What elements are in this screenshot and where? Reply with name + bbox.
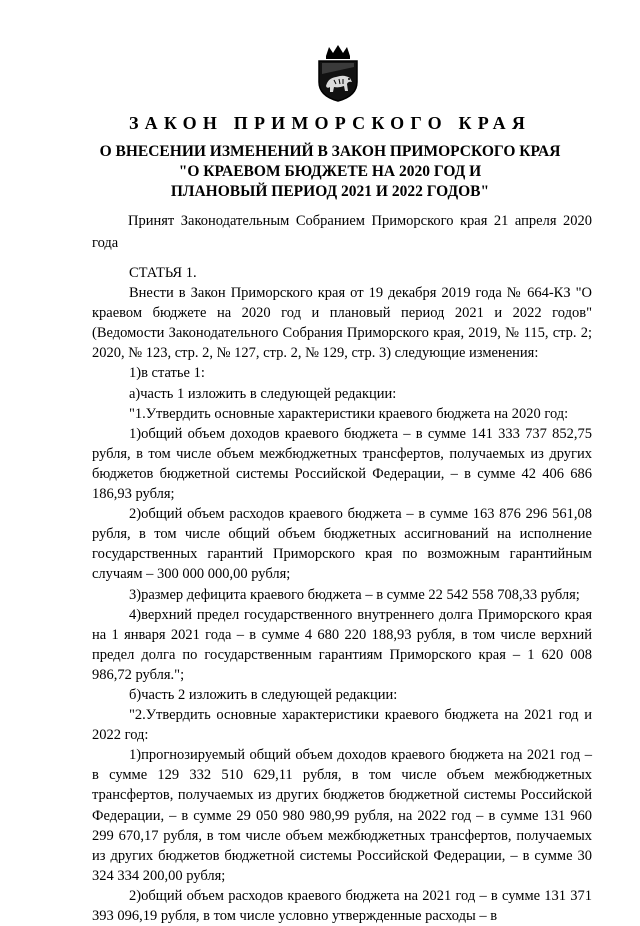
paragraph: 3)размер дефицита краевого бюджета – в сумме 22 542 558 708,33 рубля; [129, 586, 580, 603]
paragraph: 2)общий объем расходов краевого бюджета – в сумме 163 876 296 561,08 рубля, в том числе общий объем бюджетных ассигнований на исполнение государственных гарантий Приморского края по возможным гарантийным случаям – 300 000 000,00 рубля; [92, 506, 592, 583]
paragraph: б)часть 2 изложить в следующей редакции: [129, 686, 398, 703]
paragraph: 2)общий объем расходов краевого бюджета на 2021 год – в сумме 131 371 393 096,19 рубля, в том числе условно утвержденные расходы – в [92, 887, 592, 924]
subtitle-line: О ВНЕСЕНИИ ИЗМЕНЕНИЙ В ЗАКОН ПРИМОРСКОГО КРАЯ [99, 143, 561, 160]
subtitle-line: "О КРАЕВОМ БЮДЖЕТЕ НА 2020 ГОД И [178, 163, 482, 180]
paragraph: 1)общий объем доходов краевого бюджета – в сумме 141 333 737 852,75 рубля, в том числе объем межбюджетных трансфертов, получаемых из других бюджетов бюджетной системы Российской Федерации, – в сумме 42 406 686 186,93 рубля; [92, 425, 592, 503]
law-subtitle [0, 142, 640, 202]
paragraph: "2.Утвердить основные характеристики краевого бюджета на 2021 год и 2022 год: [92, 707, 592, 744]
paragraph: 1)в статье 1: [129, 365, 205, 382]
paragraph: Внести в Закон Приморского края от 19 декабря 2019 года № 664-КЗ "О краевом бюджете на 2020 год и плановый период 2021 и 2022 годов" (Ведомости Законодательного Собрания Приморского края, 2019, № 115, стр. 2; 2020, № 123, стр. 2, № 127, стр. 2, № 129, стр. 3) следующие изменения: [92, 285, 592, 362]
article-heading: СТАТЬЯ 1. [129, 265, 197, 281]
adoption-note: Принят Законодательным Собранием Приморского края 21 апреля 2020 года [92, 213, 592, 251]
paragraph: а)часть 1 изложить в следующей редакции: [129, 385, 397, 402]
subtitle-line: ПЛАНОВЫЙ ПЕРИОД 2021 И 2022 ГОДОВ" [170, 183, 490, 200]
paragraph: 1)прогнозируемый общий объем доходов краевого бюджета на 2021 год – в сумме 129 332 510 629,11 рубля, в том числе объем межбюджетных трансфертов, получаемых из других бюджетов бюджетной системы Российской Федерации, – в сумме 29 050 980 980,99 рубля, на 2022 год – в сумме 131 960 299 670,17 рубля, в том числе объем межбюджетных трансфертов, получаемых из других бюджетов бюджетной системы Российской Федерации, – в сумме 30 324 334 200,00 рубля; [92, 747, 592, 884]
paragraph: 4)верхний предел государственного внутреннего долга Приморского края на 1 января 2021 года – в сумме 4 680 220 188,93 рубля, в том числе верхний предел долга по государственным гарантиям Приморского края – 1 620 008 986,72 рубля."; [92, 606, 592, 683]
paragraph: "1.Утвердить основные характеристики краевого бюджета на 2020 год: [129, 405, 569, 422]
coat-of-arms-icon [314, 44, 362, 102]
law-body [92, 263, 592, 926]
law-title: ЗАКОН ПРИМОРСКОГО КРАЯ [128, 113, 532, 133]
